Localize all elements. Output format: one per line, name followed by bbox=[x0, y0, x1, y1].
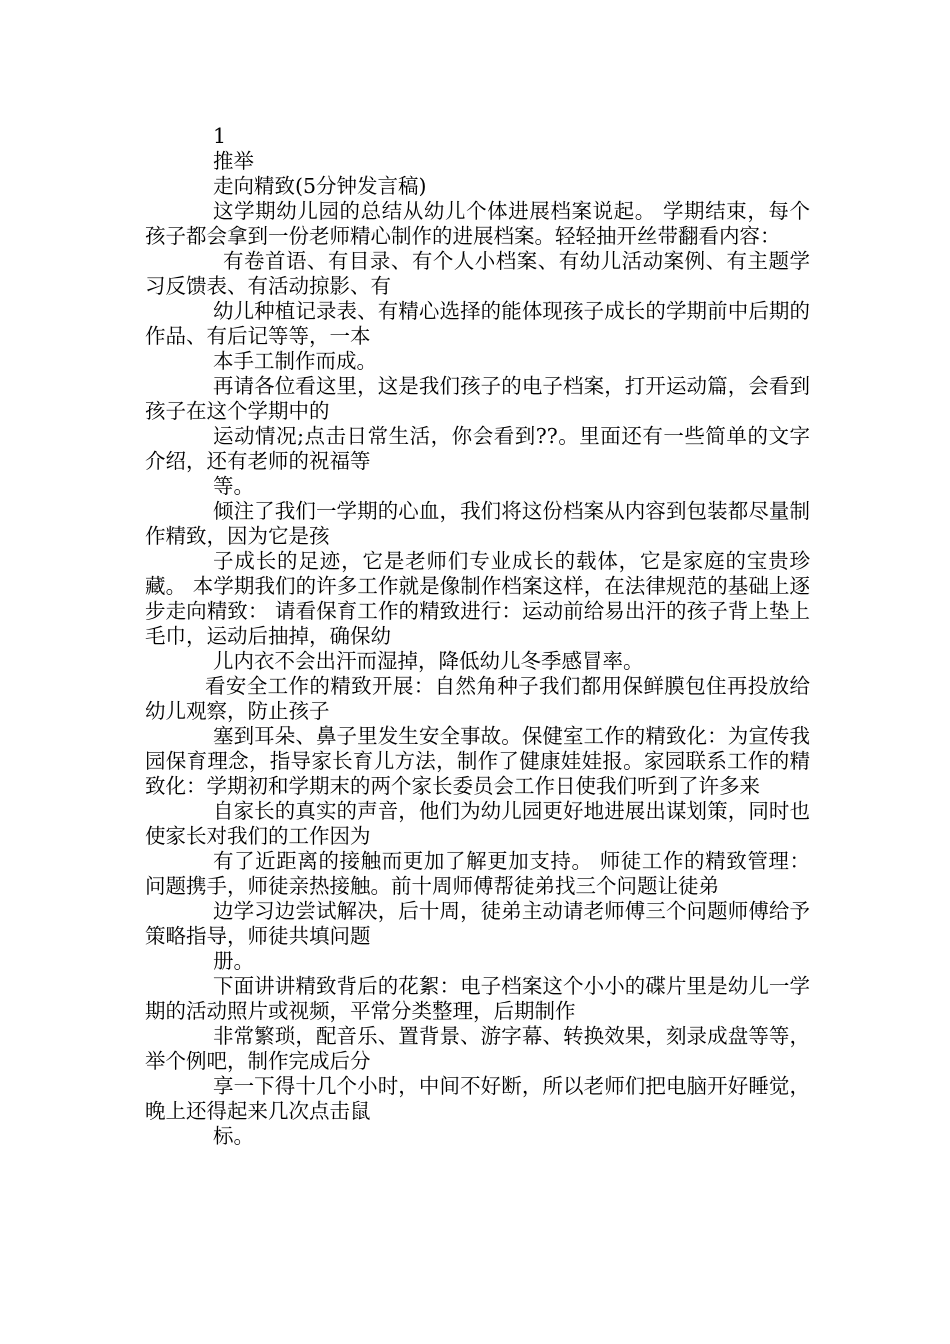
paragraph: 下面讲讲精致背后的花絮：电子档案这个小小的碟片里是幼儿一学期的活动照片或视频，平常分类整理，后期制作 bbox=[145, 974, 810, 1023]
paragraph: 有了近距离的接触而更加了解更加支持。 师徒工作的精致管理：问题携手，师徒亲热接触。前十周师傅帮徒弟找三个问题让徒弟 bbox=[145, 849, 810, 898]
paragraph: 边学习边尝试解决，后十周，徒弟主动请老师傅三个问题师傅给予策略指导，师徒共填问题 bbox=[145, 899, 810, 948]
paragraph: 本手工制作而成。 bbox=[213, 349, 377, 373]
page-number: 1 bbox=[213, 124, 227, 148]
paragraph: 这学期幼儿园的总结从幼儿个体进展档案说起。 学期结束，每个孩子都会拿到一份老师精心制作的进展档案。轻轻抽开丝带翻看内容： bbox=[145, 199, 810, 248]
paragraph: 有卷首语、有目录、有个人小档案、有幼儿活动案例、有主题学习反馈表、有活动掠影、有 bbox=[145, 249, 810, 298]
paragraph: 享一下得十几个小时，中间不好断，所以老师们把电脑开好睡觉，晚上还得起来几次点击鼠 bbox=[145, 1074, 810, 1123]
paragraph: 等。 bbox=[213, 474, 254, 498]
document-category: 推举 bbox=[213, 149, 254, 173]
paragraph: 塞到耳朵、鼻子里发生安全事故。保健室工作的精致化：为宣传我园保育理念，指导家长育儿方法，制作了健康娃娃报。家园联系工作的精致化：学期初和学期末的两个家长委员会工作日使我们听到了许多来 bbox=[145, 724, 810, 798]
paragraph: 册。 bbox=[213, 949, 254, 973]
paragraph: 非常繁琐，配音乐、置背景、游字幕、转换效果，刻录成盘等等，举个例吧，制作完成后分 bbox=[145, 1024, 810, 1073]
document-title: 走向精致(5分钟发言稿) bbox=[213, 174, 427, 198]
paragraph: 儿内衣不会出汗而湿掉，降低幼儿冬季感冒率。 bbox=[213, 649, 644, 673]
paragraph: 标。 bbox=[213, 1124, 254, 1148]
paragraph: 自家长的真实的声音，他们为幼儿园更好地进展出谋划策，同时也使家长对我们的工作因为 bbox=[145, 799, 810, 848]
paragraph: 子成长的足迹，它是老师们专业成长的载体，它是家庭的宝贵珍藏。 本学期我们的许多工作就是像制作档案这样，在法律规范的基础上逐步走向精致： 请看保育工作的精致进行：运动前给易出汗的孩子背上垫上毛巾，运动后抽掉，确保幼 bbox=[145, 549, 810, 648]
paragraph: 再请各位看这里，这是我们孩子的电子档案，打开运动篇，会看到孩子在这个学期中的 bbox=[145, 374, 810, 423]
paragraph: 幼儿种植记录表、有精心选择的能体现孩子成长的学期前中后期的作品、有后记等等，一本 bbox=[145, 299, 810, 348]
paragraph: 看安全工作的精致开展：自然角种子我们都用保鲜膜包住再投放给幼儿观察，防止孩子 bbox=[145, 674, 810, 723]
paragraph: 倾注了我们一学期的心血，我们将这份档案从内容到包装都尽量制作精致，因为它是孩 bbox=[145, 499, 810, 548]
paragraph: 运动情况;点击日常生活，你会看到??。里面还有一些简单的文字介绍，还有老师的祝福等 bbox=[145, 424, 810, 473]
document-body bbox=[145, 124, 810, 1149]
